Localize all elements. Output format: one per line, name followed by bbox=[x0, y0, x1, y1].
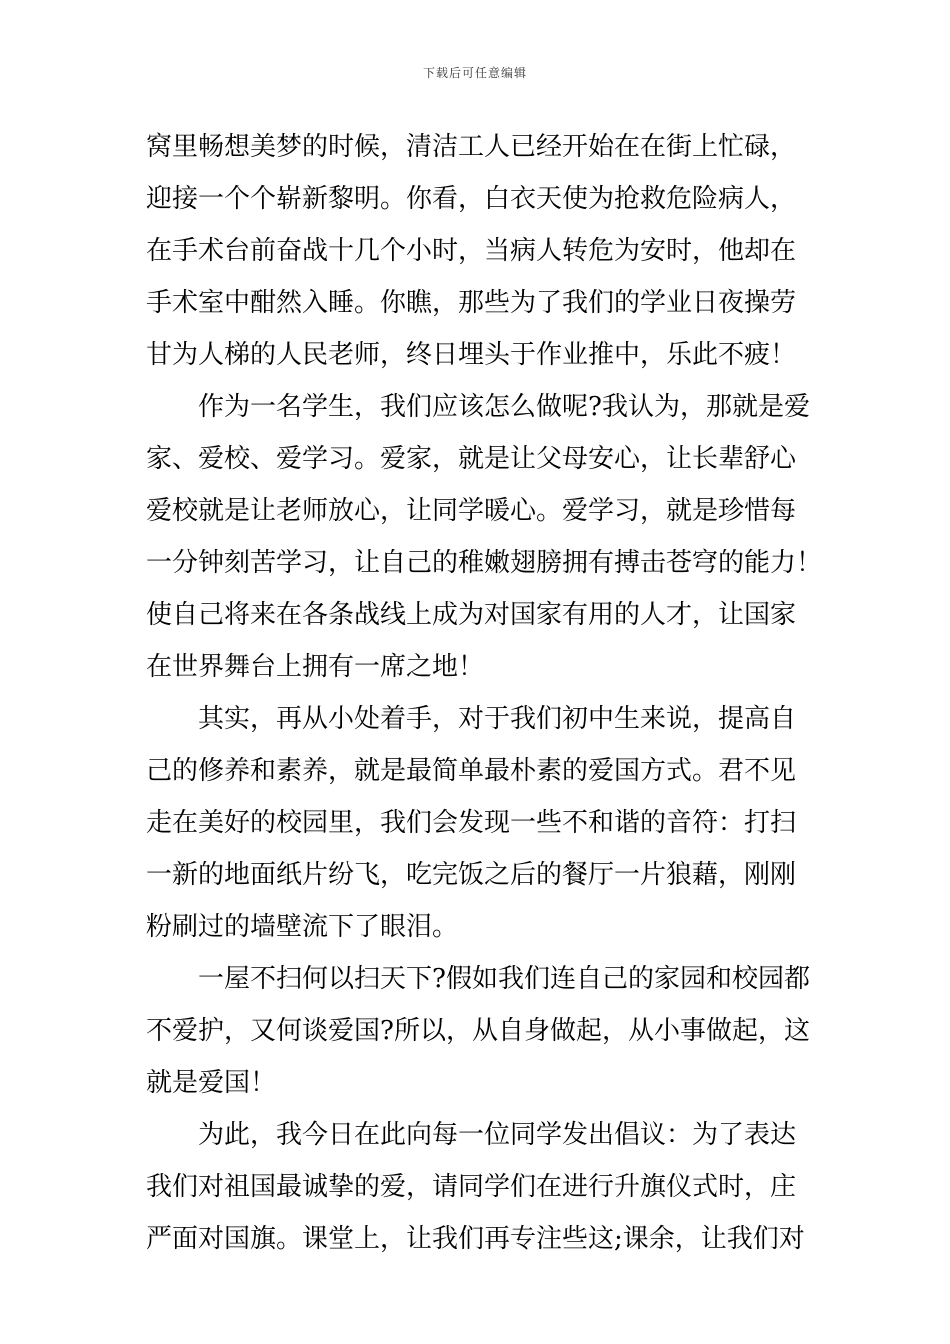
text-line: 使自己将来在各条战线上成为对国家有用的人才，让国家 bbox=[146, 600, 797, 630]
text-line: 一分钟刻苦学习，让自己的稚嫩翅膀拥有搏击苍穹的能力！ bbox=[146, 548, 823, 578]
text-line: 严面对国旗。课堂上，让我们再专注些这;课余，让我们对 bbox=[146, 1224, 805, 1254]
paragraph-first-line: 一屋不扫何以扫天下?假如我们连自己的家园和校园都 bbox=[198, 964, 810, 994]
text-line: 粉刷过的墙壁流下了眼泪。 bbox=[146, 912, 459, 942]
text-line: 家、爱校、爱学习。爱家，就是让父母安心，让长辈舒心 bbox=[146, 444, 797, 474]
text-line: 就是爱国！ bbox=[146, 1068, 277, 1098]
text-line: 在手术台前奋战十几个小时，当病人转危为安时，他却在 bbox=[146, 236, 797, 266]
text-line: 手术室中酣然入睡。你瞧，那些为了我们的学业日夜操劳 bbox=[146, 288, 797, 318]
body-text bbox=[146, 121, 826, 1265]
text-line: 走在美好的校园里，我们会发现一些不和谐的音符：打扫 bbox=[146, 808, 797, 838]
text-line: 一新的地面纸片纷飞，吃完饭之后的餐厅一片狼藉，刚刚 bbox=[146, 860, 797, 890]
text-line: 迎接一个个崭新黎明。你看，白衣天使为抢救危险病人， bbox=[146, 184, 797, 214]
paragraph-first-line: 其实，再从小处着手，对于我们初中生来说，提高自 bbox=[198, 704, 797, 734]
text-line: 甘为人梯的人民老师，终日埋头于作业推中，乐此不疲！ bbox=[146, 340, 797, 370]
paragraph-first-line: 为此，我今日在此向每一位同学发出倡议：为了表达 bbox=[198, 1120, 797, 1150]
page-header: 下载后可任意编辑 bbox=[422, 66, 527, 80]
text-line: 己的修养和素养，就是最简单最朴素的爱国方式。君不见 bbox=[146, 756, 797, 786]
text-line: 不爱护，又何谈爱国?所以，从自身做起，从小事做起，这 bbox=[146, 1016, 810, 1046]
text-line: 在世界舞台上拥有一席之地！ bbox=[146, 652, 485, 682]
text-line: 爱校就是让老师放心，让同学暖心。爱学习，就是珍惜每 bbox=[146, 496, 797, 526]
text-line: 我们对祖国最诚挚的爱，请同学们在进行升旗仪式时，庄 bbox=[146, 1172, 797, 1202]
paragraph-first-line: 作为一名学生，我们应该怎么做呢?我认为，那就是爱 bbox=[198, 392, 810, 422]
text-line: 窝里畅想美梦的时候，清洁工人已经开始在在街上忙碌， bbox=[146, 132, 797, 162]
